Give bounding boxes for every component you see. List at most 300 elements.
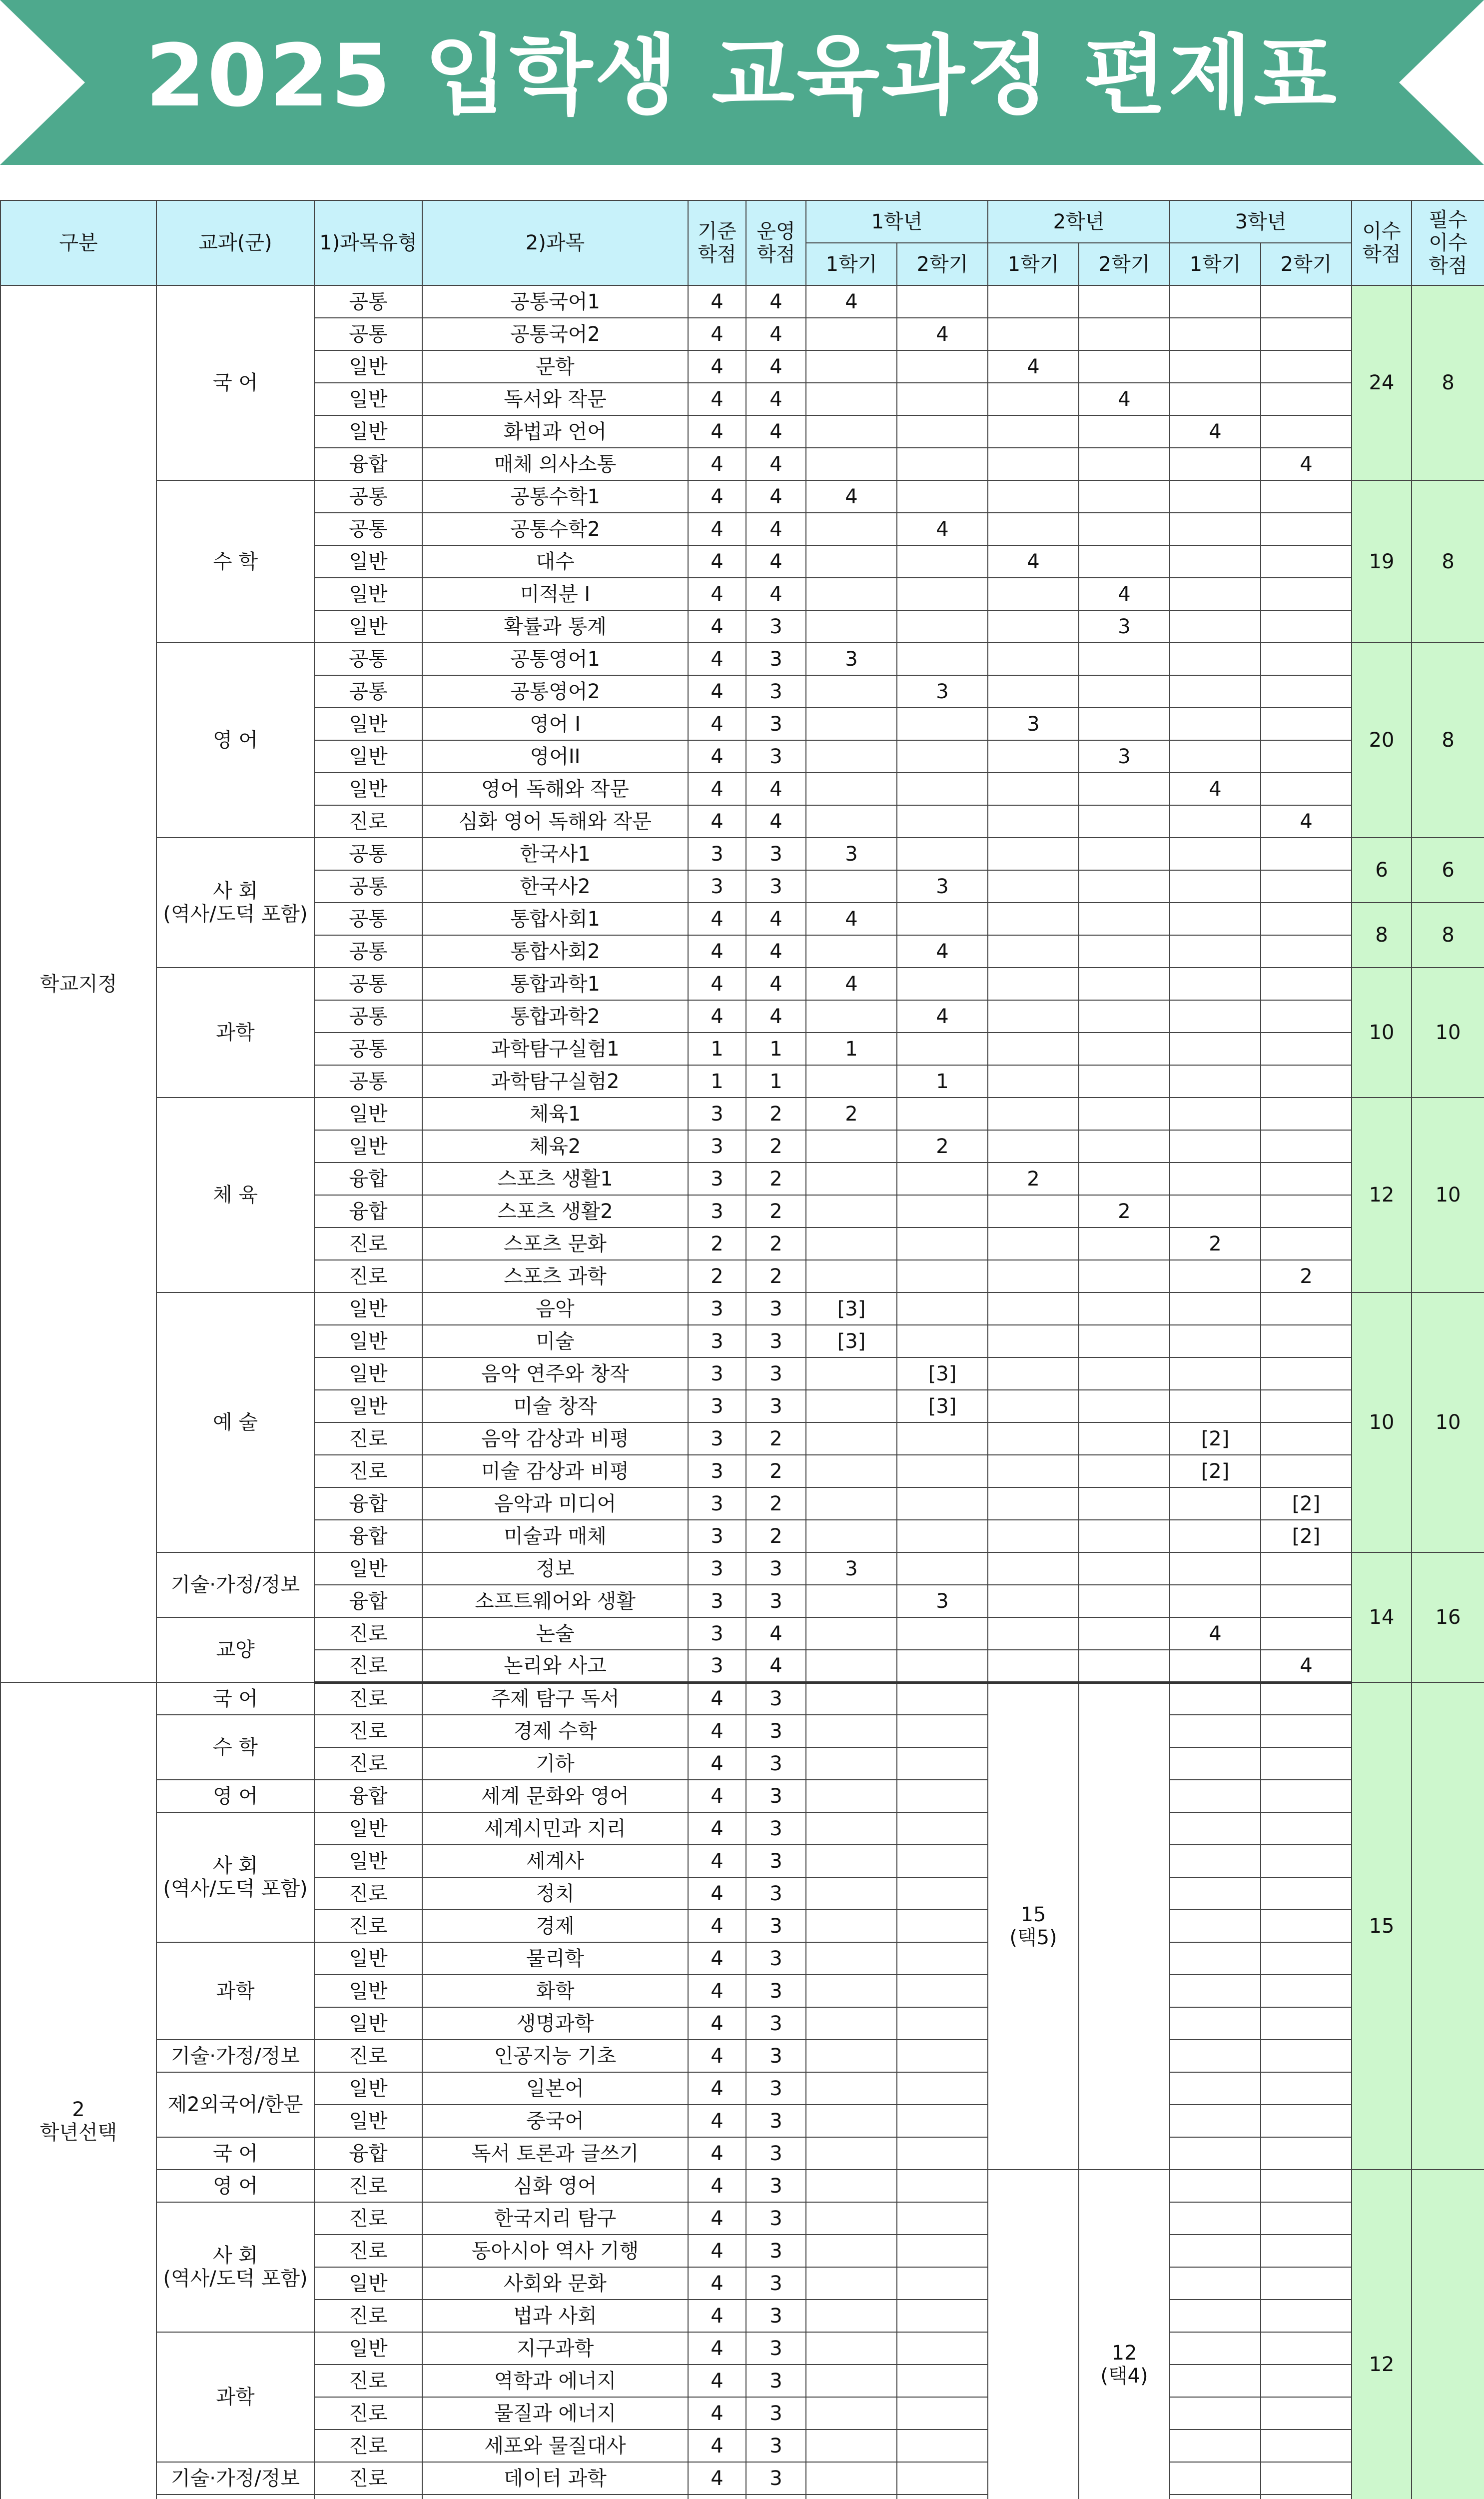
op-credit: 4 <box>746 285 806 318</box>
semester-credit <box>988 805 1079 838</box>
required-credit: 10 <box>1412 1098 1484 1292</box>
semester-credit <box>806 870 897 903</box>
semester-credit <box>897 1487 988 1520</box>
subject-type: 진로 <box>314 2300 422 2332</box>
semester-credit <box>897 1422 988 1455</box>
subject-name: 미술 <box>422 1325 688 1357</box>
semester-credit <box>897 740 988 773</box>
semester-credit <box>988 838 1079 870</box>
semester-credit: 3 <box>806 838 897 870</box>
semester-credit <box>806 2040 897 2072</box>
semester-credit <box>1261 2105 1352 2137</box>
table-row <box>0 1292 1484 1325</box>
semester-credit <box>897 2365 988 2397</box>
semester-credit <box>988 1195 1079 1228</box>
table-row <box>0 1942 1484 1975</box>
header-op-credit: 운영 학점 <box>746 200 806 285</box>
subject-type: 융합 <box>314 1195 422 1228</box>
subject-name: 영어 I <box>422 708 688 740</box>
semester-credit <box>897 2267 988 2300</box>
semester-credit <box>1079 480 1170 513</box>
op-credit: 3 <box>746 1812 806 1845</box>
semester-credit <box>1170 2430 1261 2462</box>
subject-name: 영어 독해와 작문 <box>422 773 688 805</box>
table-row <box>0 643 1484 675</box>
semester-credit <box>1079 643 1170 675</box>
op-credit: 2 <box>746 1163 806 1195</box>
group-label: 기술·가정/정보 <box>156 2462 314 2495</box>
subject-type: 일반 <box>314 1552 422 1585</box>
semester-credit <box>1170 2040 1261 2072</box>
group-label: 영 어 <box>156 1780 314 1812</box>
semester-credit <box>806 675 897 708</box>
subject-type: 진로 <box>314 1650 422 1682</box>
semester-credit <box>1079 708 1170 740</box>
op-credit: 3 <box>746 2462 806 2495</box>
subject-name: 논술 <box>422 1617 688 1650</box>
semester-credit <box>1261 318 1352 350</box>
semester-credit <box>806 708 897 740</box>
header-y1-sem1: 1학기 <box>806 243 897 285</box>
semester-credit <box>1261 1033 1352 1065</box>
semester-credit <box>1079 1325 1170 1357</box>
header-y2-sem1: 1학기 <box>988 243 1079 285</box>
subject-name: 사회와 문화 <box>422 2267 688 2300</box>
semester-credit <box>1261 1617 1352 1650</box>
semester-credit <box>1261 1390 1352 1422</box>
base-credit: 3 <box>688 838 746 870</box>
semester-credit <box>806 2137 897 2170</box>
group-label: 교양 <box>156 1617 314 1682</box>
semester-credit <box>988 773 1079 805</box>
subject-name: 한국지리 탐구 <box>422 2202 688 2235</box>
subject-type: 일반 <box>314 2105 422 2137</box>
subject-type: 일반 <box>314 708 422 740</box>
subject-type: 일반 <box>314 2072 422 2105</box>
subject-name: 통합과학2 <box>422 1000 688 1033</box>
subject-type: 진로 <box>314 2365 422 2397</box>
op-credit: 4 <box>746 968 806 1000</box>
subject-type: 공통 <box>314 1065 422 1098</box>
subject-name: 일본어 <box>422 2072 688 2105</box>
required-credit <box>1412 2170 1484 2499</box>
op-credit: 3 <box>746 2105 806 2137</box>
base-credit: 4 <box>688 1942 746 1975</box>
table-row <box>0 1715 1484 1747</box>
semester-credit <box>806 1975 897 2007</box>
semester-credit <box>1261 2430 1352 2462</box>
semester-credit <box>1170 1780 1261 1812</box>
op-credit <box>746 2495 806 2499</box>
subject-name: 대수 <box>422 545 688 578</box>
semester-credit <box>1079 1422 1170 1455</box>
table-row <box>0 1812 1484 1845</box>
semester-credit <box>1261 2170 1352 2202</box>
earned-credit: 15 <box>1352 1682 1412 2170</box>
op-credit: 3 <box>746 1975 806 2007</box>
semester-credit <box>1170 1098 1261 1130</box>
semester-credit: 4 <box>897 513 988 545</box>
semester-credit <box>988 318 1079 350</box>
semester-credit <box>806 448 897 480</box>
semester-credit <box>1079 350 1170 383</box>
semester-credit <box>1261 2365 1352 2397</box>
semester-credit <box>1261 1357 1352 1390</box>
semester-credit <box>806 1845 897 1877</box>
semester-credit <box>1170 1390 1261 1422</box>
table-row <box>0 1617 1484 1650</box>
base-credit: 4 <box>688 2007 746 2040</box>
required-credit: 16 <box>1412 1552 1484 1682</box>
op-credit: 3 <box>746 675 806 708</box>
semester-credit: 3 <box>897 1585 988 1617</box>
subject-type: 일반 <box>314 1845 422 1877</box>
semester-credit <box>897 1520 988 1552</box>
semester-credit <box>806 578 897 610</box>
earned-credit: 19 <box>1352 480 1412 643</box>
subject-type: 일반 <box>314 383 422 415</box>
header-type: 1)과목유형 <box>314 200 422 285</box>
header-gubun: 구분 <box>0 200 156 285</box>
op-credit: 4 <box>746 350 806 383</box>
op-credit: 3 <box>746 1910 806 1942</box>
semester-credit <box>806 513 897 545</box>
base-credit: 4 <box>688 2430 746 2462</box>
semester-credit: 3 <box>1079 740 1170 773</box>
semester-credit <box>1170 1812 1261 1845</box>
op-credit: 3 <box>746 1682 806 1715</box>
subject-type: 일반 <box>314 1942 422 1975</box>
subject-type: 공통 <box>314 1033 422 1065</box>
op-credit: 3 <box>746 2007 806 2040</box>
subject-name: 과학탐구실험1 <box>422 1033 688 1065</box>
semester-credit: 2 <box>806 1098 897 1130</box>
table-row <box>0 1682 1484 1715</box>
section-label: 학교지정 <box>0 285 156 1682</box>
semester-credit <box>806 2007 897 2040</box>
subject-name: 데이터 과학 <box>422 2462 688 2495</box>
semester-credit <box>897 2202 988 2235</box>
semester-credit <box>897 708 988 740</box>
op-credit: 3 <box>746 1780 806 1812</box>
table-row <box>0 480 1484 513</box>
semester-credit <box>806 2105 897 2137</box>
op-credit: 3 <box>746 643 806 675</box>
semester-credit <box>1261 2332 1352 2365</box>
header-year1: 1학년 <box>806 200 988 243</box>
semester-credit <box>1079 675 1170 708</box>
subject-type: 공통 <box>314 870 422 903</box>
semester-credit: 4 <box>1170 415 1261 448</box>
semester-credit <box>897 1260 988 1292</box>
semester-credit: 3 <box>806 1552 897 1585</box>
semester-credit: 1 <box>806 1033 897 1065</box>
semester-credit <box>1261 545 1352 578</box>
semester-credit <box>1261 1098 1352 1130</box>
semester-credit <box>1261 1682 1352 1715</box>
semester-credit <box>806 2430 897 2462</box>
header-y3-sem1: 1학기 <box>1170 243 1261 285</box>
base-credit: 3 <box>688 1487 746 1520</box>
subject-name: 독서와 작문 <box>422 383 688 415</box>
semester-credit <box>1261 968 1352 1000</box>
subject-name: 정치 <box>422 1877 688 1910</box>
elective-choice: 15 (택5) <box>988 1682 1079 2170</box>
semester-credit <box>1170 1845 1261 1877</box>
base-credit: 4 <box>688 1975 746 2007</box>
semester-credit <box>1261 1942 1352 1975</box>
semester-credit <box>897 2105 988 2137</box>
semester-credit <box>1261 1812 1352 1845</box>
semester-credit <box>1261 1065 1352 1098</box>
semester-credit: 3 <box>897 675 988 708</box>
semester-credit <box>1170 1942 1261 1975</box>
semester-credit <box>1170 1195 1261 1228</box>
semester-credit <box>1170 1000 1261 1033</box>
semester-credit <box>897 2072 988 2105</box>
required-credit: 8 <box>1412 480 1484 643</box>
op-credit: 4 <box>746 383 806 415</box>
semester-credit <box>1261 675 1352 708</box>
subject-name: 물질과 에너지 <box>422 2397 688 2430</box>
subject-type: 진로 <box>314 2202 422 2235</box>
subject-type: 공통 <box>314 903 422 935</box>
semester-credit: 4 <box>1261 805 1352 838</box>
subject-name: 생명과학 <box>422 2007 688 2040</box>
base-credit: 4 <box>688 1910 746 1942</box>
semester-credit <box>897 1942 988 1975</box>
op-credit: 3 <box>746 740 806 773</box>
semester-credit <box>1170 1975 1261 2007</box>
semester-credit: 4 <box>1261 1650 1352 1682</box>
semester-credit <box>1261 903 1352 935</box>
semester-credit <box>1170 1357 1261 1390</box>
semester-credit <box>1170 1033 1261 1065</box>
subject-type: 융합 <box>314 1487 422 1520</box>
semester-credit: 2 <box>988 1163 1079 1195</box>
semester-credit <box>1079 1617 1170 1650</box>
subject-type: 진로 <box>314 2462 422 2495</box>
op-credit: 3 <box>746 2267 806 2300</box>
subject-type: 진로 <box>314 2397 422 2430</box>
semester-credit <box>897 480 988 513</box>
semester-credit <box>1079 513 1170 545</box>
subject-name: 음악과 미디어 <box>422 1487 688 1520</box>
semester-credit <box>806 2072 897 2105</box>
semester-credit <box>1079 545 1170 578</box>
subject-type: 일반 <box>314 1357 422 1390</box>
semester-credit <box>988 1585 1079 1617</box>
semester-credit <box>897 968 988 1000</box>
subject-name: 화법과 언어 <box>422 415 688 448</box>
semester-credit <box>806 1780 897 1812</box>
subject-name: 공통영어2 <box>422 675 688 708</box>
subject-name: 체육2 <box>422 1130 688 1163</box>
base-credit: 4 <box>688 2202 746 2235</box>
base-credit: 4 <box>688 285 746 318</box>
semester-credit <box>988 1098 1079 1130</box>
semester-credit <box>806 2495 897 2499</box>
semester-credit <box>1170 870 1261 903</box>
semester-credit <box>1261 870 1352 903</box>
subject-type: 진로 <box>314 1715 422 1747</box>
table-header <box>0 200 1484 285</box>
base-credit: 1 <box>688 1065 746 1098</box>
group-label <box>156 2495 314 2499</box>
op-credit: 3 <box>746 1747 806 1780</box>
semester-credit <box>988 383 1079 415</box>
subject-type: 일반 <box>314 2267 422 2300</box>
subject-type: 공통 <box>314 318 422 350</box>
semester-credit <box>806 1195 897 1228</box>
op-credit: 4 <box>746 480 806 513</box>
op-credit: 3 <box>746 1715 806 1747</box>
semester-credit: [2] <box>1261 1520 1352 1552</box>
subject-type: 일반 <box>314 1975 422 2007</box>
semester-credit <box>1079 1292 1170 1325</box>
semester-credit <box>806 2170 897 2202</box>
semester-credit <box>1170 318 1261 350</box>
base-credit: 3 <box>688 870 746 903</box>
semester-credit <box>897 1975 988 2007</box>
semester-credit <box>1170 1520 1261 1552</box>
subject-name <box>422 2495 688 2499</box>
semester-credit <box>897 773 988 805</box>
semester-credit <box>988 1422 1079 1455</box>
earned-credit: 12 <box>1352 1098 1412 1292</box>
subject-name: 문학 <box>422 350 688 383</box>
semester-credit <box>988 1520 1079 1552</box>
base-credit: 3 <box>688 1195 746 1228</box>
semester-credit <box>988 1455 1079 1487</box>
semester-credit <box>988 1033 1079 1065</box>
semester-credit <box>988 968 1079 1000</box>
semester-credit <box>897 1682 988 1715</box>
subject-name: 미술 감상과 비평 <box>422 1455 688 1487</box>
semester-credit <box>897 1098 988 1130</box>
group-label: 국 어 <box>156 1682 314 1715</box>
group-label: 수 학 <box>156 480 314 643</box>
semester-credit <box>1261 2202 1352 2235</box>
op-credit: 4 <box>746 448 806 480</box>
semester-credit <box>988 1000 1079 1033</box>
section-label: 2 학년선택 <box>0 1682 156 2499</box>
semester-credit <box>1261 1715 1352 1747</box>
semester-credit <box>1261 1845 1352 1877</box>
group-label: 영 어 <box>156 2170 314 2202</box>
semester-credit <box>1261 708 1352 740</box>
semester-credit: [3] <box>897 1390 988 1422</box>
semester-credit <box>1170 675 1261 708</box>
table-row <box>0 1780 1484 1812</box>
semester-credit: 4 <box>897 318 988 350</box>
semester-credit <box>988 513 1079 545</box>
earned-credit: 12 <box>1352 2170 1412 2499</box>
semester-credit <box>1079 838 1170 870</box>
subject-type: 진로 <box>314 2170 422 2202</box>
op-credit: 2 <box>746 1455 806 1487</box>
base-credit: 4 <box>688 513 746 545</box>
op-credit: 2 <box>746 1130 806 1163</box>
subject-type: 공통 <box>314 968 422 1000</box>
semester-credit: 3 <box>897 870 988 903</box>
semester-credit: [2] <box>1170 1422 1261 1455</box>
semester-credit <box>897 2462 988 2495</box>
base-credit: 4 <box>688 740 746 773</box>
subject-name: 법과 사회 <box>422 2300 688 2332</box>
subject-name: 음악 연주와 창작 <box>422 1357 688 1390</box>
base-credit: 4 <box>688 2105 746 2137</box>
semester-credit <box>1079 1520 1170 1552</box>
semester-credit <box>806 805 897 838</box>
semester-credit: 4 <box>1170 1617 1261 1650</box>
semester-credit <box>806 1357 897 1390</box>
subject-name: 통합사회1 <box>422 903 688 935</box>
subject-type: 일반 <box>314 1130 422 1163</box>
semester-credit <box>806 1715 897 1747</box>
semester-credit <box>806 1390 897 1422</box>
semester-credit <box>806 545 897 578</box>
semester-credit <box>897 578 988 610</box>
semester-credit <box>897 2170 988 2202</box>
semester-credit <box>806 2202 897 2235</box>
subject-type: 융합 <box>314 1520 422 1552</box>
subject-name: 스포츠 과학 <box>422 1260 688 1292</box>
semester-credit <box>897 415 988 448</box>
semester-credit <box>1170 2007 1261 2040</box>
semester-credit <box>1261 1747 1352 1780</box>
semester-credit <box>1170 2365 1261 2397</box>
semester-credit <box>806 1065 897 1098</box>
earned-credit: 8 <box>1352 903 1412 968</box>
semester-credit <box>1170 2170 1261 2202</box>
semester-credit: 4 <box>1261 448 1352 480</box>
op-credit: 3 <box>746 2202 806 2235</box>
curriculum-table <box>0 200 1484 2499</box>
subject-type: 진로 <box>314 1228 422 1260</box>
header-y2-sem2: 2학기 <box>1079 243 1170 285</box>
table-row <box>0 2040 1484 2072</box>
semester-credit: 4 <box>806 968 897 1000</box>
subject-type: 진로 <box>314 1910 422 1942</box>
op-credit: 3 <box>746 1845 806 1877</box>
base-credit: 3 <box>688 1617 746 1650</box>
subject-type: 일반 <box>314 350 422 383</box>
semester-credit <box>988 903 1079 935</box>
subject-name: 공통국어1 <box>422 285 688 318</box>
op-credit: 4 <box>746 773 806 805</box>
op-credit: 3 <box>746 2170 806 2202</box>
op-credit: 3 <box>746 2137 806 2170</box>
group-label: 과학 <box>156 2332 314 2462</box>
semester-credit <box>1170 1163 1261 1195</box>
base-credit: 4 <box>688 1812 746 1845</box>
semester-credit <box>1170 1065 1261 1098</box>
semester-credit <box>1261 1552 1352 1585</box>
semester-credit <box>1079 1585 1170 1617</box>
header-y3-sem2: 2학기 <box>1261 243 1352 285</box>
semester-credit <box>806 2365 897 2397</box>
op-credit: 3 <box>746 1552 806 1585</box>
semester-credit <box>988 1130 1079 1163</box>
subject-name: 심화 영어 독해와 작문 <box>422 805 688 838</box>
required-credit <box>1412 1682 1484 2170</box>
semester-credit: 4 <box>897 1000 988 1033</box>
subject-type: 진로 <box>314 805 422 838</box>
semester-credit <box>1261 1228 1352 1260</box>
semester-credit <box>1079 1682 1170 2170</box>
semester-credit <box>1079 1357 1170 1390</box>
